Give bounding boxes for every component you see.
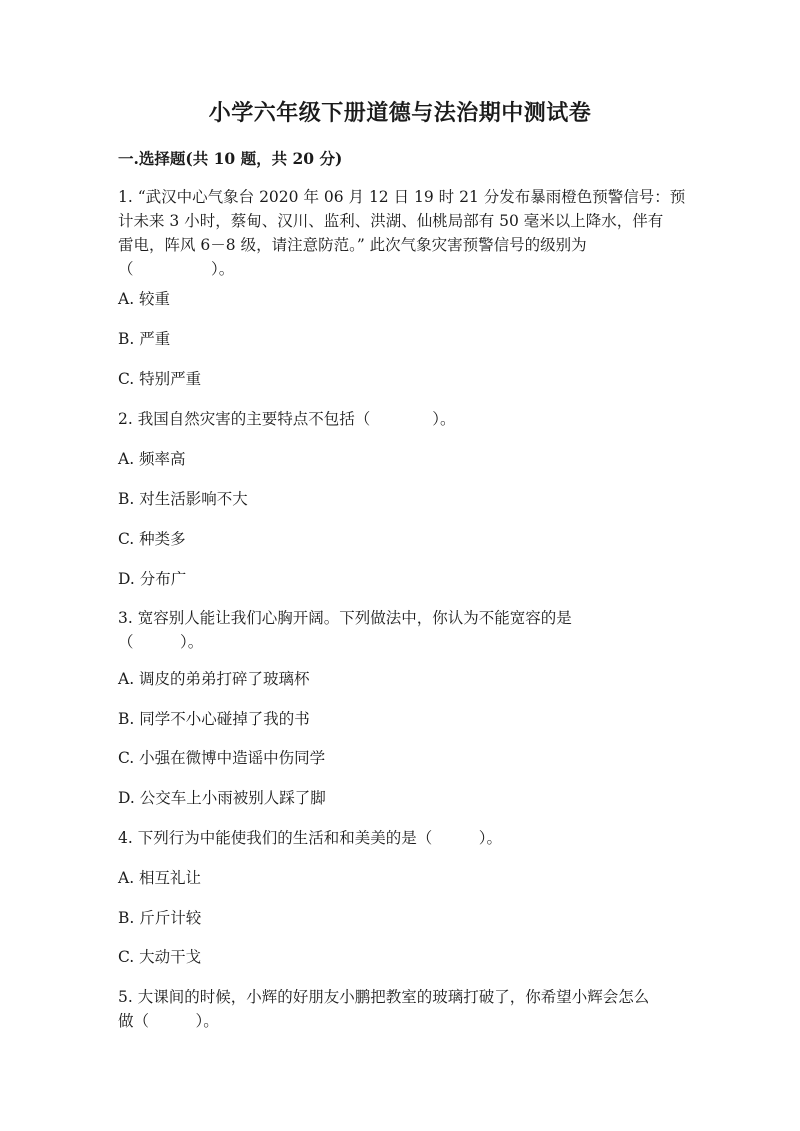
question-1-option-c: C. 特别严重 [118,370,202,388]
question-3-option-d: D. 公交车上小雨被别人踩了脚 [118,789,326,807]
question-4-option-c: C. 大动干戈 [118,948,202,966]
question-1-line-4: （ ）。 [118,260,235,278]
question-2-option-d: D. 分布广 [118,570,187,588]
question-3-option-c: C. 小强在微博中造谣中伤同学 [118,749,326,767]
question-1-option-b: B. 严重 [118,330,171,348]
question-1-option-a: A. 较重 [118,290,171,308]
question-1-line-2: 计未来 3 小时，蔡甸、汉川、监利、洪湖、仙桃局部有 50 毫米以上降水，伴有 [118,212,664,230]
question-1-line-3: 雷电，阵风 6－8 级，请注意防范。” 此次气象灾害预警信号的级别为 [118,236,587,254]
question-4 [118,826,688,850]
question-5-line-1: 5. 大课间的时候，小辉的好朋友小鹏把教室的玻璃打破了，你希望小辉会怎么 [118,988,650,1006]
question-4-option-b: B. 斤斤计较 [118,909,202,927]
question-4-option-a: A. 相互礼让 [118,869,202,887]
question-2-option-a: A. 频率高 [118,450,186,468]
question-2-option-b: B. 对生活影响不大 [118,490,248,508]
question-3-option-a: A. 调皮的弟弟打碎了玻璃杯 [118,670,310,688]
question-2-line-1: 2. 我国自然灾害的主要特点不包括（ ）。 [118,410,456,428]
question-5-line-2: 做（ ）。 [118,1012,219,1030]
question-4-line-1: 4. 下列行为中能使我们的生活和和美美的是（ ）。 [118,829,502,847]
question-2 [118,407,688,431]
question-1 [118,185,688,281]
question-3-line-1: 3. 宽容别人能让我们心胸开阔。下列做法中，你认为不能宽容的是 [118,609,572,627]
question-2-option-c: C. 种类多 [118,530,186,548]
section-heading: 一.选择题(共 10 题，共 20 分) [118,149,343,168]
question-3 [118,606,688,654]
question-3-option-b: B. 同学不小心碰掉了我的书 [118,710,310,728]
page-title: 小学六年级下册道德与法治期中测试卷 [208,100,592,126]
question-5 [118,985,688,1033]
question-1-line-1: 1. “武汉中心气象台 2020 年 06 月 12 日 19 时 21 分发布暴雨橙色预警信号：预 [118,188,686,206]
question-3-line-2: （ ）。 [118,633,204,651]
